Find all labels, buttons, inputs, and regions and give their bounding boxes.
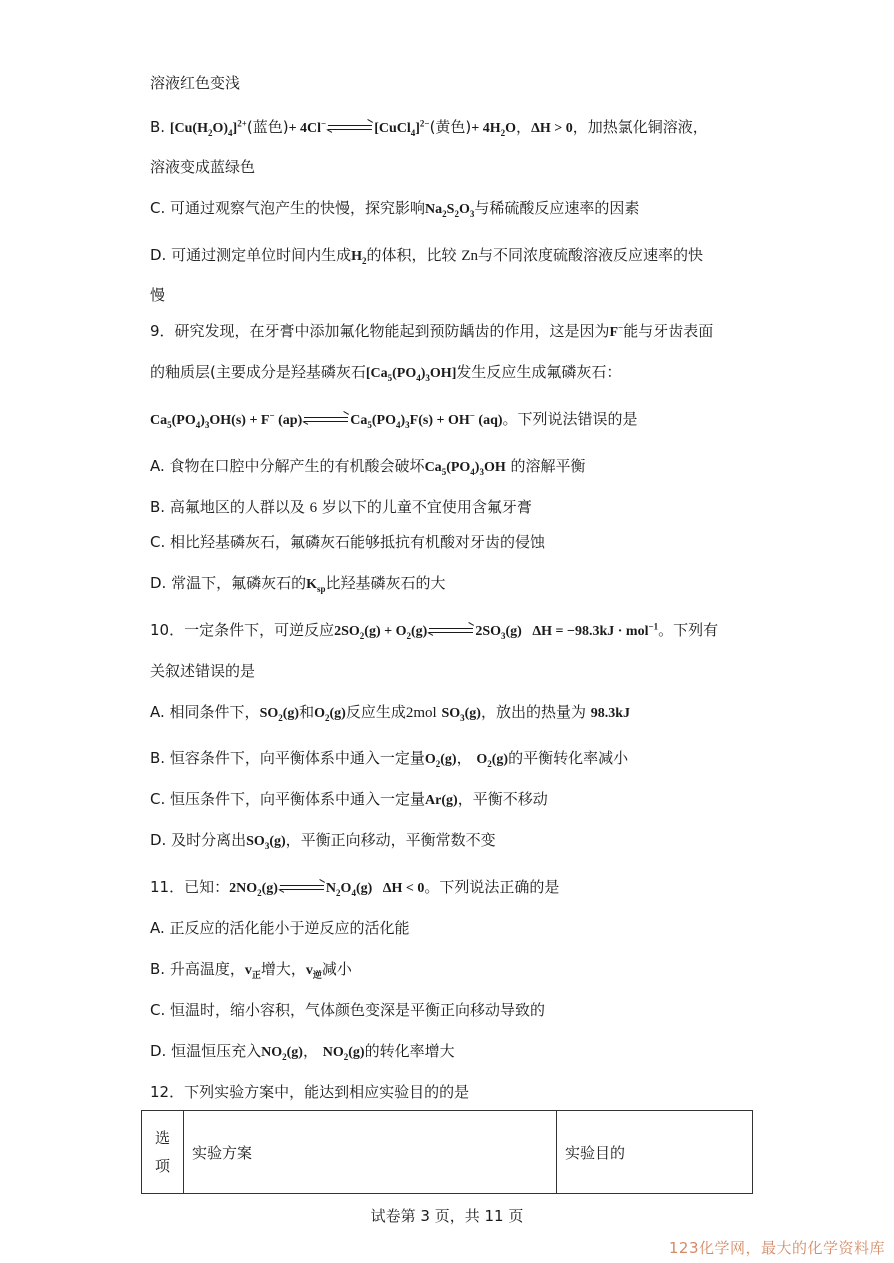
q9-stem-line1: 9．研究发现，在牙膏中添加氟化物能起到预防龋齿的作用，这是因为F−能与牙齿表面 [150,322,714,340]
q10-option-d: D. 及时分离出$SO_3(g)$，平衡正向移动，平衡常数不变 [150,831,496,851]
formula-q11-reaction: $2NO_2(g)$ [229,881,278,898]
q8-option-b: B. $[Cu(H_2O)_4]^{2+}$(蓝色)+ 4Cl− [CuCl$_4$]$^{2-}$(黄色)+ $4H_2O$，ΔH > 0，加热氯化铜溶液， [150,118,708,138]
q8-option-c: C. 可通过观察气泡产生的快慢，探究影响$Na_2S_2O_3$与稀硫酸反应速率的因素 [150,199,640,219]
q9-equation-line: $Ca_5(PO_4)_3OH(s) + F^-$ (ap) $Ca_5(PO_4)_3F(s) + OH^-$ (aq)。下列说法错误的是 [150,410,638,430]
q10-stem-line2: 关叙述错误的是 [150,662,256,680]
q8-continuation-line: 溶液红色变浅 [150,74,241,92]
equilibrium-arrow-icon [429,626,473,636]
watermark: 123化学网，最大的化学资料库 [668,1239,885,1257]
q11-option-a: A. 正反应的活化能小于逆反应的活化能 [150,919,410,937]
q10-stem-line1: 10．一定条件下，可逆反应$2SO_2(g) + O_2(g)$ $2SO_3(g) \Delta H = -98.3kJ \cdot mol^{-1}$。下列有 [150,621,719,641]
q8-option-d: D. 可通过测定单位时间内生成$H_2$的体积，比较 Zn与不同浓度硫酸溶液反应速率的快 [150,246,703,266]
formula-hydroxyapatite: $[Ca_5(PO_4)_3OH]$ [365,366,457,383]
q9-option-a: A. 食物在口腔中分解产生的有机酸会破坏$Ca_5(PO_4)_3OH$ 的溶解平衡 [150,457,586,477]
table-header-option: 选 项 [142,1111,184,1194]
equilibrium-arrow-icon [280,883,324,893]
q10-option-a: A. 相同条件下，$SO_2(g)$和$O_2(g)$反应生成2mol $SO_3(g)$，放出的热量为 98.3kJ [150,703,631,723]
q9-option-d: D. 常温下，氟磷灰石的$K_{sp}$比羟基磷灰石的大 [150,574,446,594]
equilibrium-arrow-icon [304,415,348,425]
q8-option-b-cont: 溶液变成蓝绿色 [150,158,256,176]
formula-q9-reaction: $Ca_5(PO_4)_3OH(s) + F^-$ (ap) [150,410,303,430]
equilibrium-arrow-icon [328,123,372,133]
page-footer: 试卷第 3 页，共 11 页 [370,1207,524,1225]
formula-cucl4: [CuCl$_4$]$^{2-}$ [374,118,430,138]
q8-option-d-cont: 慢 [150,286,166,304]
formula-cu-aqua: $[Cu(H_2O)_4]^{2+}$ [169,118,247,138]
formula-na2s2o3: $Na_2S_2O_3$ [425,202,475,219]
q10-option-c: C. 恒压条件下，向平衡体系中通入一定量Ar(g)，平衡不移动 [150,790,548,808]
table-header-purpose: 实验目的 [557,1111,753,1194]
q12-options-table [141,1110,753,1194]
q9-option-b: B. 高氟地区的人群以及 6 岁以下的儿童不宜使用含氟牙膏 [150,498,532,516]
q11-option-c: C. 恒温时，缩小容积，气体颜色变深是平衡正向移动导致的 [150,1001,546,1019]
q9-stem-line2: 的釉质层(主要成分是羟基磷灰石$[Ca_5(PO_4)_3OH]$发生反应生成氟磷灰石： [150,363,622,383]
q11-stem: 11．已知：$2NO_2(g)$ $N_2O_4(g) \Delta H < 0$。下列说法正确的是 [150,878,560,898]
q11-option-d: D. 恒温恒压充入$NO_2(g)$， $NO_2(g)$的转化率增大 [150,1042,455,1062]
formula-h2: $H_2$ [351,249,367,266]
formula-q10-reaction: $2SO_2(g) + O_2(g)$ [334,624,428,641]
table-header-row [142,1111,753,1194]
q10-option-b: B. 恒容条件下，向平衡体系中通入一定量$O_2(g)$， $O_2(g)$的平衡转化率减小 [150,749,629,769]
q12-stem: 12．下列实验方案中，能达到相应实验目的的是 [150,1083,470,1101]
table-header-plan: 实验方案 [184,1111,557,1194]
q11-option-b: B. 升高温度，$v_正$增大，$v_逆$减小 [150,960,352,980]
q9-option-c: C. 相比羟基磷灰石，氟磷灰石能够抵抗有机酸对牙齿的侵蚀 [150,533,546,551]
